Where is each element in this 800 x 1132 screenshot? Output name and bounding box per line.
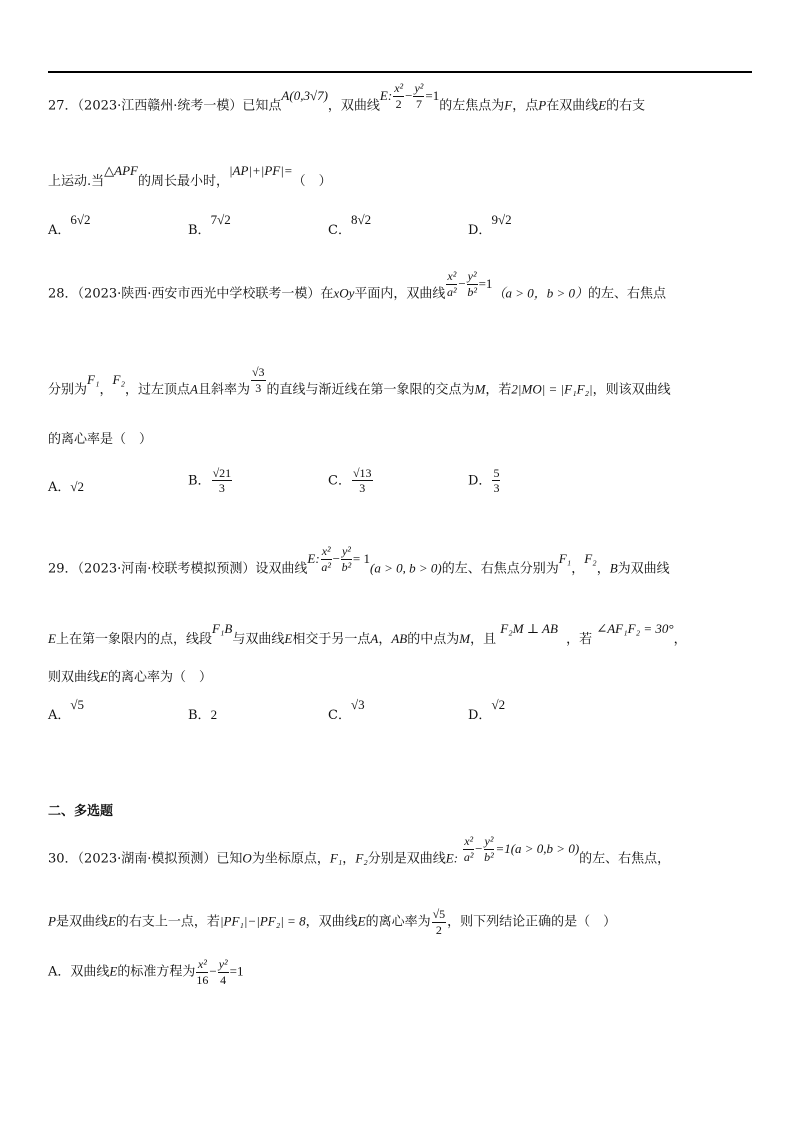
section-title-multiple-choice: 二、多选题 (48, 804, 114, 819)
q29-option-a[interactable]: A．√5 (48, 697, 85, 723)
q29-option-d[interactable]: D．√2 (468, 697, 506, 723)
q27-option-c[interactable]: C．8√2 (328, 212, 372, 238)
question-28-line-2: 分别为F₁，F₂，过左顶点A且斜率为 $\frac{√3}{3}$ 的直线与渐近线在第一象限的交点为M，若2|MO| = |F₁F₂|，则该双曲线 (48, 365, 671, 398)
question-27-line-1: 27．（2023·江西赣州·统考一模）已知点A(0,3√7)，双曲线E: $\frac{\text{x²}}{2}$ − $\frac{\text{y²}}{7}$ =1的左焦点为F，点P在双曲线E的右支 (48, 81, 646, 114)
q28-option-b[interactable]: B． $\frac{√21}{3}$ (188, 465, 232, 496)
q28-option-c[interactable]: C． $\frac{√13}{3}$ (328, 465, 372, 496)
question-27-options (48, 208, 752, 238)
question-29-line-2: E上在第一象限内的点，线段F₁B与双曲线E相交于另一点A，AB的中点为M，且 F₂M ⊥ AB ，若 ∠AF₁F₂ = 30°， (48, 621, 687, 647)
question-28-options (48, 465, 752, 495)
question-28-line-1: 28．（2023·陕西·西安市西光中学校联考一模）在xOy平面内，双曲线 $\frac{\text{x²}}{\text{a²}}$ − $\frac{\text{y²}}{\text{b²}}$ =1（a > 0，b > 0）的左、右焦点 (48, 269, 666, 302)
q28-option-d[interactable]: D． $\frac{5}{3}$ (468, 465, 500, 496)
question-29-line-3: 则双曲线E的离心率为（ ） (48, 669, 212, 685)
q27-option-d[interactable]: D．9√2 (468, 212, 512, 238)
question-27-line-2: 上运动.当△APF的周长最小时，|AP|+|PF|=（ ） (48, 163, 332, 189)
question-28-line-3: 的离心率是（ ） (48, 432, 153, 447)
q27-option-a[interactable]: A．6√2 (48, 212, 91, 238)
q27-option-b[interactable]: B．7√2 (188, 212, 231, 238)
question-30-line-2: P是双曲线E的右支上一点，若|PF₁|−|PF₂| = 8，双曲线E的离心率为 $\frac{√5}{2}$ ，则下列结论正确的是（ ） (48, 907, 617, 937)
q30-option-a[interactable]: A．双曲线E的标准方程为 $\frac{\text{x²}}{16}$ − $\frac{\text{y²}}{4}$ =1 (48, 957, 244, 987)
question-29-line-1: 29．（2023·河南·校联考模拟预测）设双曲线E: $\frac{\text{x²}}{\text{a²}}$ − $\frac{\text{y²}}{\text{b²}}$ = 1(a > 0, b > 0)的左、右焦点分别为F₁，F₂，B为双曲线 (48, 544, 670, 577)
q28-option-a[interactable]: A．√2 (48, 479, 85, 495)
header-rule (48, 71, 752, 73)
question-30-line-1: 30．（2023·湖南·模拟预测）已知O为坐标原点，F₁，F₂分别是双曲线E: $\frac{\text{x²}}{\text{a²}}$ − $\frac{\text{y²}}{\text{b²}}$ =1(a > 0,b > 0)的左、右焦点， (48, 834, 671, 867)
question-29-options (48, 693, 752, 723)
q29-option-c[interactable]: C．√3 (328, 697, 365, 723)
q29-option-b[interactable]: B．2 (188, 707, 218, 723)
